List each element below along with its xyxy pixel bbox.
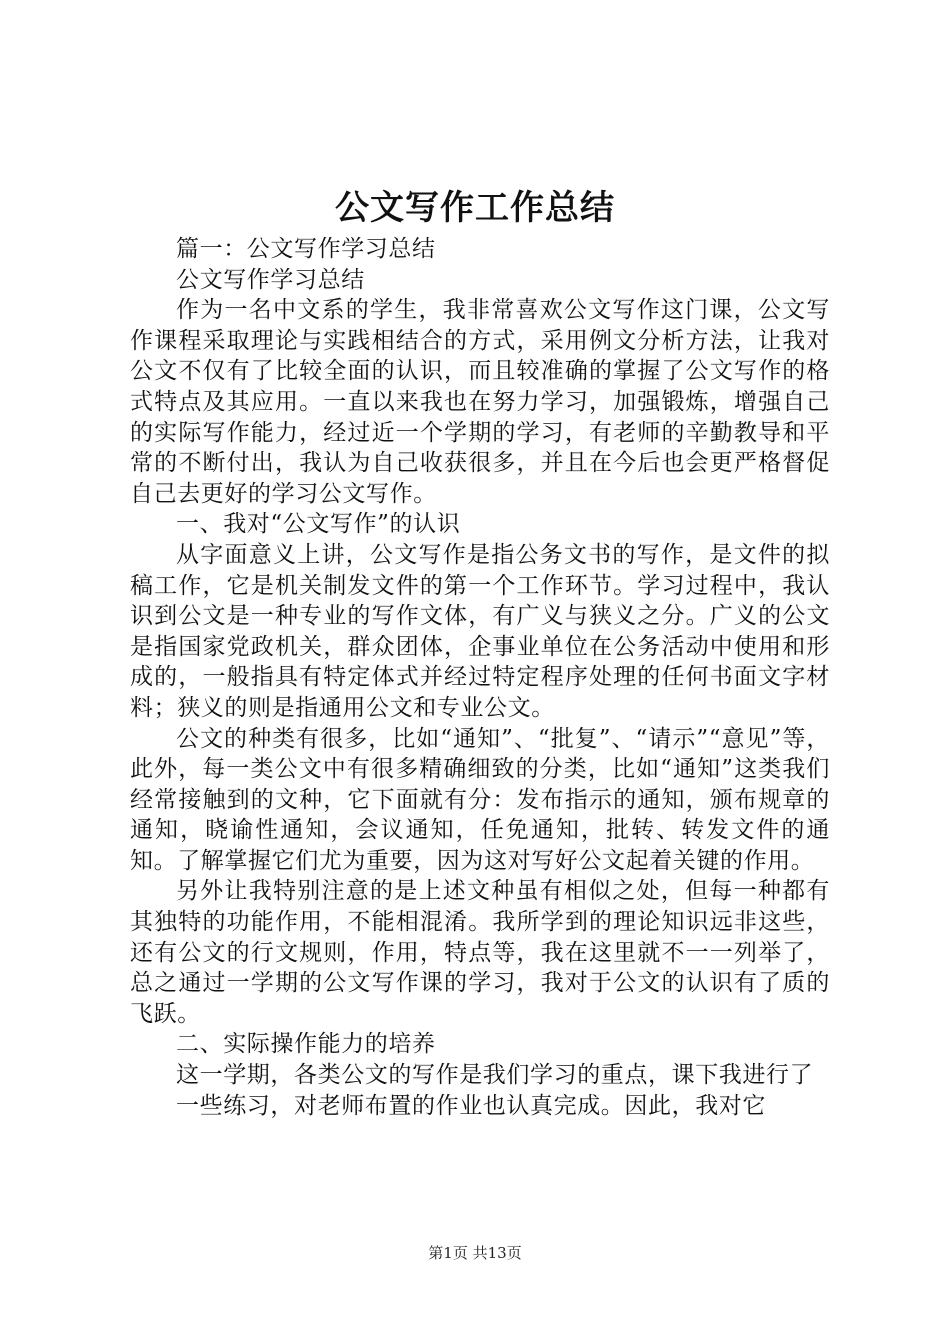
document-title: 公文写作工作总结	[335, 188, 615, 228]
paragraph: 作为一名中文系的学生，我非常喜欢公文写作这门课，公文写作课程采取理论与实践相结合的方式，采用例文分析方法，让我对公文不仅有了比较全面的认识，而且较准确的掌握了公文写作的格式特点及其应用。一直以来我也在努力学习，加强锻炼，增强自己的实际写作能力，经过近一个学期的学习，有老师的辛勤教导和平常的不断付出，我认为自己收获很多，并且在今后也会更严格督促自己去更好的学习公文写作。	[130, 297, 830, 507]
paragraph: 另外让我特别注意的是上述文种虽有相似之处，但每一种都有其独特的功能作用，不能相混淆。我所学到的理论知识远非这些，还有公文的行文规则，作用，特点等，我在这里就不一一列举了，总之通过一学期的公文写作课的学习，我对于公文的认识有了质的飞跃。	[130, 878, 830, 1027]
paragraph: 公文的种类有很多，比如“通知”、“批复”、“请示”“意见”等，此外，每一类公文中有很多精确细致的分类，比如“通知”这类我们经常接触到的文种，它下面就有分：发布指示的通知，颁布规章的通知，晓谕性通知，会议通知，任免通知，批转、转发文件的通知。了解掌握它们尤为重要，因为这对写好公文起着关键的作用。	[130, 725, 830, 874]
subtitle: 公文写作学习总结	[176, 266, 365, 293]
section-heading: 篇一：公文写作学习总结	[176, 236, 436, 262]
paragraph: 从字面意义上讲，公文写作是指公务文书的写作，是文件的拟稿工作，它是机关制发文件的第一个工作环节。学习过程中，我认识到公文是一种专业的写作文体，有广义与狭义之分。广义的公文是指国家党政机关，群众团体，企事业单位在公务活动中使用和形成的，一般指具有特定体式并经过特定程序处理的任何书面文字材料；狭义的则是指通用公文和专业公文。	[130, 541, 830, 721]
section-heading: 二、实际操作能力的培养	[176, 1031, 436, 1058]
page-footer: 第1页 共13页	[428, 1244, 522, 1262]
paragraph: 这一学期，各类公文的写作是我们学习的重点，课下我进行了	[176, 1062, 814, 1089]
section-heading: 一、我对“公文写作”的认识	[176, 511, 461, 538]
paragraph: 一些练习，对老师布置的作业也认真完成。因此，我对它	[176, 1092, 766, 1119]
document-body	[130, 234, 830, 1121]
